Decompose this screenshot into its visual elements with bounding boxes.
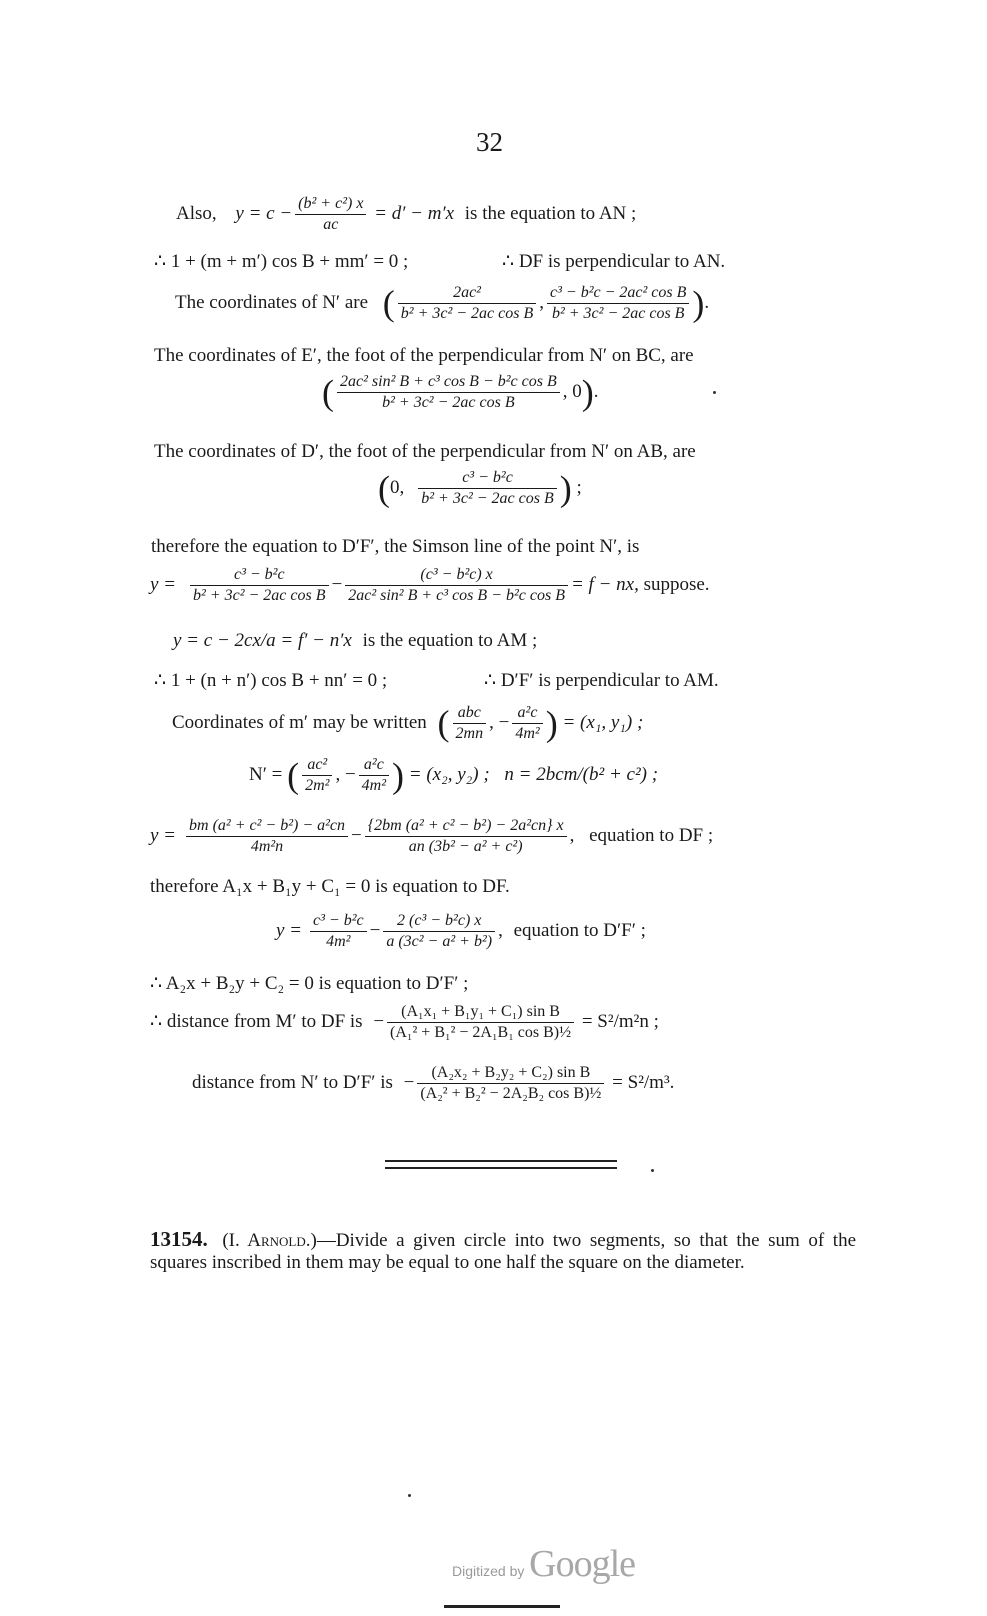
df-linear: therefore A₁x + B₁y + C₁ = 0 is equation to DF. bbox=[150, 876, 510, 897]
coord-m-frac-1: $\frac{\text{abc}}{2mn}$ bbox=[453, 704, 487, 743]
problem-13154 bbox=[150, 1228, 856, 1274]
n-prime-frac-1: $\frac{\text{ac²}}{\text{2m²}}$ bbox=[302, 756, 332, 795]
distance-1-frac: $\frac{\text{(A₁x₁ + B₁y₁ + C₁) sin B}}{\text{(A₁² + B₁² − 2A₁B₁ cos B)½}}$ bbox=[387, 1003, 574, 1042]
coord-n-frac-2: $\frac{\text{c³ − b²c − 2ac² cos B}}{\text{b² + 3c² − 2ac cos B}}$ bbox=[547, 284, 689, 323]
coord-e-text: The coordinates of E′, the foot of the perpendicular from N′ on BC, are bbox=[154, 345, 694, 366]
coord-d-frac: $\frac{\text{c³ − b²c}}{\text{b² + 3c² − 2ac cos B}}$ bbox=[418, 469, 557, 508]
df-equation: y = $\frac{\text{bm (a² + c² − b²) − a²cn}}{\text{4m²n}}$ − $\frac{\text{\{2bm (a² + c² − b²) − 2a²cn\} x}}{\text{an (3b² − a² + c²)}}$ , equation to DF ; bbox=[150, 817, 714, 855]
df-frac-2: $\frac{\text{\{2bm (a² + c² − b²) − 2a²cn\} x}}{\text{an (3b² − a² + c²)}}$ bbox=[365, 817, 567, 856]
also-eq-rhs: = d′ − m′x bbox=[374, 202, 455, 224]
coord-d-expr: (0, $\frac{\text{c³ − b²c}}{\text{b² + 3c² − 2ac cos B}}$ ) ; bbox=[378, 468, 582, 509]
stray-mark bbox=[651, 1169, 654, 1172]
simson-text: therefore the equation to D′F′, the Simson line of the point N′, is bbox=[151, 536, 640, 557]
problem-author: (I. Arnold.) bbox=[222, 1230, 317, 1251]
dfp-frac-1: $\frac{\text{c³ − b²c}}{\text{4m²}}$ bbox=[310, 912, 367, 951]
bottom-rule bbox=[444, 1605, 560, 1608]
coord-n-line: The coordinates of N′ are ( $\frac{\text{2ac²}}{\text{b² + 3c² − 2ac cos B}}$ , $\frac{\text{c³ − b²c − 2ac² cos B}}{\text{b² + 3c² − 2ac cos B}}$ ). bbox=[175, 283, 710, 324]
also-line bbox=[176, 195, 636, 234]
page-number: 32 bbox=[476, 127, 503, 157]
condition-1-conclusion: ∴ DF is perpendicular to AN. bbox=[502, 251, 726, 272]
condition-2-conclusion: ∴ D′F′ is perpendicular to AM. bbox=[484, 670, 719, 691]
distance-1: ∴ distance from M′ to DF is − $\frac{\text{(A₁x₁ + B₁y₁ + C₁) sin B}}{\text{(A₁² + B₁² − 2A₁B₁ cos B)½}}$ = S²/m²n ; bbox=[150, 1003, 659, 1041]
coord-d-text: The coordinates of D′, the foot of the perpendicular from N′ on AB, are bbox=[154, 441, 696, 462]
am-text: is the equation to AM ; bbox=[362, 630, 538, 651]
n-prime-frac-2: $\frac{\text{a²c}}{\text{4m²}}$ bbox=[359, 756, 389, 795]
stray-mark bbox=[408, 1494, 411, 1497]
coord-m-line: Coordinates of m′ may be written ( $\frac{\text{abc}}{2mn}$ , − $\frac{\text{a²c}}{\text{4m²}}$ ) = (x₁, y₁) ; bbox=[172, 703, 644, 744]
simson-frac-1: $\frac{\text{c³ − b²c}}{\text{b² + 3c² − 2ac cos B}}$ bbox=[190, 566, 329, 605]
dfp-linear: ∴ A₂x + B₂y + C₂ = 0 is equation to D′F′ ; bbox=[150, 973, 469, 994]
also-label: Also, bbox=[176, 202, 217, 224]
separator-rule-top bbox=[385, 1160, 617, 1162]
coord-n-frac-1: $\frac{\text{2ac²}}{\text{b² + 3c² − 2ac cos B}}$ bbox=[398, 284, 537, 323]
simson-frac-2: $\frac{\text{(c³ − b²c) x}}{\text{2ac² sin² B + c³ cos B − b²c cos B}}$ bbox=[345, 566, 568, 605]
distance-2-frac: $\frac{\text{(A₂x₂ + B₂y₂ + C₂) sin B}}{\text{(A₂² + B₂² − 2A₂B₂ cos B)½}}$ bbox=[417, 1064, 604, 1103]
coord-e-expr: ( $\frac{\text{2ac² sin² B + c³ cos B − b²c cos B}}{\text{b² + 3c² − 2ac cos B}}$ , 0). bbox=[322, 372, 599, 413]
coord-e-frac: $\frac{\text{2ac² sin² B + c³ cos B − b²c cos B}}{\text{b² + 3c² − 2ac cos B}}$ bbox=[337, 373, 560, 412]
problem-text: —Divide a given circle into two segments, so that the sum of the squares inscribed in them may be equal to one half the square on the diameter. bbox=[150, 1230, 857, 1273]
df-frac-1: $\frac{\text{bm (a² + c² − b²) − a²cn}}{\text{4m²n}}$ bbox=[186, 817, 348, 856]
condition-2-eq: ∴ 1 + (n + n′) cos B + nn′ = 0 ; bbox=[154, 670, 388, 691]
dfp-frac-2: $\frac{\text{2 (c³ − b²c) x}}{\text{a (3c² − a² + b²)}}$ bbox=[383, 912, 495, 951]
dfp-equation: y = $\frac{\text{c³ − b²c}}{\text{4m²}}$ − $\frac{\text{2 (c³ − b²c) x}}{\text{a (3c² − a² + b²)}}$ , equation to D′F′ ; bbox=[276, 912, 646, 950]
problem-number: 13154. bbox=[150, 1227, 208, 1251]
coord-m-text: Coordinates of m′ may be written bbox=[172, 711, 427, 733]
am-line bbox=[173, 630, 537, 652]
am-eq: y = c − 2cx/a = f′ − n′x bbox=[173, 630, 352, 651]
distance-2: distance from N′ to D′F′ is − $\frac{\text{(A₂x₂ + B₂y₂ + C₂) sin B}}{\text{(A₂² + B₂² − 2A₂B₂ cos B)½}}$ = S²/m³. bbox=[192, 1064, 675, 1102]
also-eq-lhs: y = c − bbox=[235, 202, 293, 224]
coord-n-text: The coordinates of N′ are bbox=[175, 291, 369, 313]
coord-m-frac-2: $\frac{\text{a²c}}{\text{4m²}}$ bbox=[512, 704, 542, 743]
n-prime-line: N′ = ( $\frac{\text{ac²}}{\text{2m²}}$ , − $\frac{\text{a²c}}{\text{4m²}}$ ) = (x₂, y₂) ; n = 2bcm/(b² + c²) ; bbox=[249, 755, 659, 796]
stray-mark bbox=[713, 391, 716, 394]
digitized-by-google-watermark bbox=[452, 1542, 635, 1586]
separator-rule-bottom bbox=[385, 1167, 617, 1169]
simson-eq: y = $\frac{\text{c³ − b²c}}{\text{b² + 3c² − 2ac cos B}}$ − $\frac{\text{(c³ − b²c) x}}{\text{2ac² sin² B + c³ cos B − b²c cos B}}$ = f − nx, suppose. bbox=[150, 566, 710, 604]
also-text: is the equation to AN ; bbox=[464, 202, 637, 224]
google-logo: Google bbox=[529, 1543, 635, 1585]
digitized-label: Digitized by bbox=[452, 1563, 525, 1579]
also-fraction: $\frac{\text{(b² + c²) x}}{ac}$ bbox=[295, 195, 366, 234]
condition-1-eq: ∴ 1 + (m + m′) cos B + mm′ = 0 ; bbox=[154, 251, 409, 272]
